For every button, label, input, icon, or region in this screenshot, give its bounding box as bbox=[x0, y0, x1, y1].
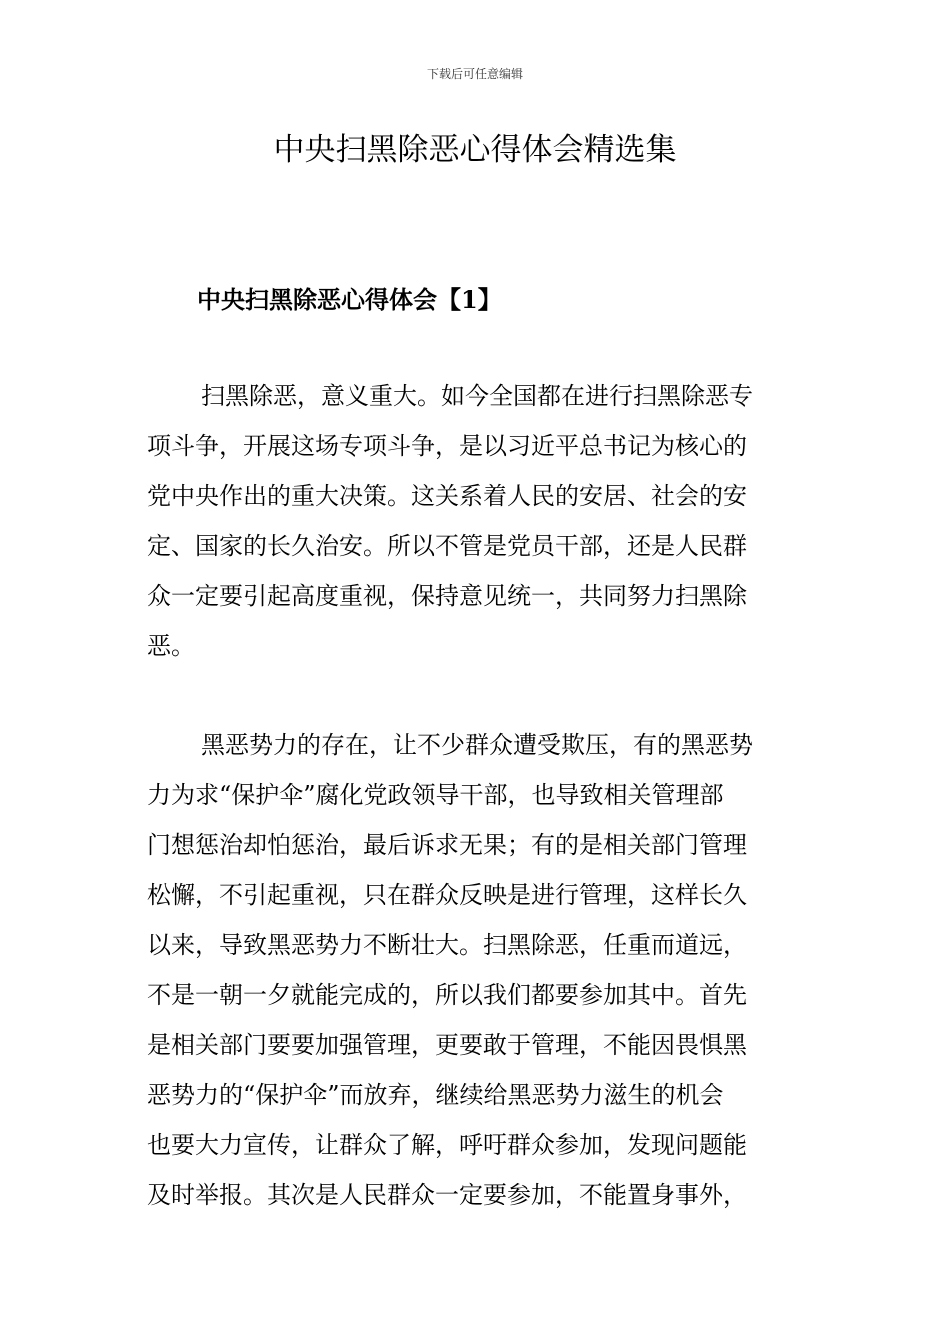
document-title: 中央扫黑除恶心得体会精选集 bbox=[273, 132, 677, 168]
paragraph-line: 恶。 bbox=[147, 632, 195, 660]
paragraph-line: 项斗争，开展这场专项斗争，是以习近平总书记为核心的 bbox=[147, 432, 747, 460]
header-note: 下载后可任意编辑 bbox=[426, 67, 523, 81]
paragraph-line: 门想惩治却怕惩治，最后诉求无果；有的是相关部门管理 bbox=[147, 831, 747, 859]
paragraph-line: 也要大力宣传，让群众了解，呼吁群众参加，发现问题能 bbox=[147, 1131, 747, 1159]
paragraph-line: 及时举报。其次是人民群众一定要参加，不能置身事外， bbox=[147, 1181, 747, 1209]
section-heading: 中央扫黑除恶心得体会【1】 bbox=[197, 285, 502, 314]
paragraph-line: 力为求“保护伞”腐化党政领导干部，也导致相关管理部 bbox=[147, 781, 724, 809]
paragraph-line: 定、国家的长久治安。所以不管是党员干部，还是人民群 bbox=[147, 532, 747, 560]
paragraph-1 bbox=[147, 371, 817, 671]
paragraph-line: 以来，导致黑恶势力不断壮大。扫黑除恶，任重而道远， bbox=[147, 931, 747, 959]
paragraph-2 bbox=[147, 720, 817, 1220]
paragraph-line: 扫黑除恶，意义重大。如今全国都在进行扫黑除恶专 bbox=[201, 382, 753, 410]
paragraph-line: 众一定要引起高度重视，保持意见统一，共同努力扫黑除 bbox=[147, 582, 747, 610]
paragraph-line: 党中央作出的重大决策。这关系着人民的安居、社会的安 bbox=[147, 482, 747, 510]
paragraph-line: 恶势力的“保护伞”而放弃，继续给黑恶势力滋生的机会 bbox=[147, 1081, 724, 1109]
paragraph-line: 不是一朝一夕就能完成的，所以我们都要参加其中。首先 bbox=[147, 981, 747, 1009]
paragraph-line: 松懈，不引起重视，只在群众反映是进行管理，这样长久 bbox=[147, 881, 747, 909]
paragraph-line: 是相关部门要要加强管理，更要敢于管理，不能因畏惧黑 bbox=[147, 1031, 747, 1059]
paragraph-line: 黑恶势力的存在，让不少群众遭受欺压，有的黑恶势 bbox=[201, 731, 753, 759]
